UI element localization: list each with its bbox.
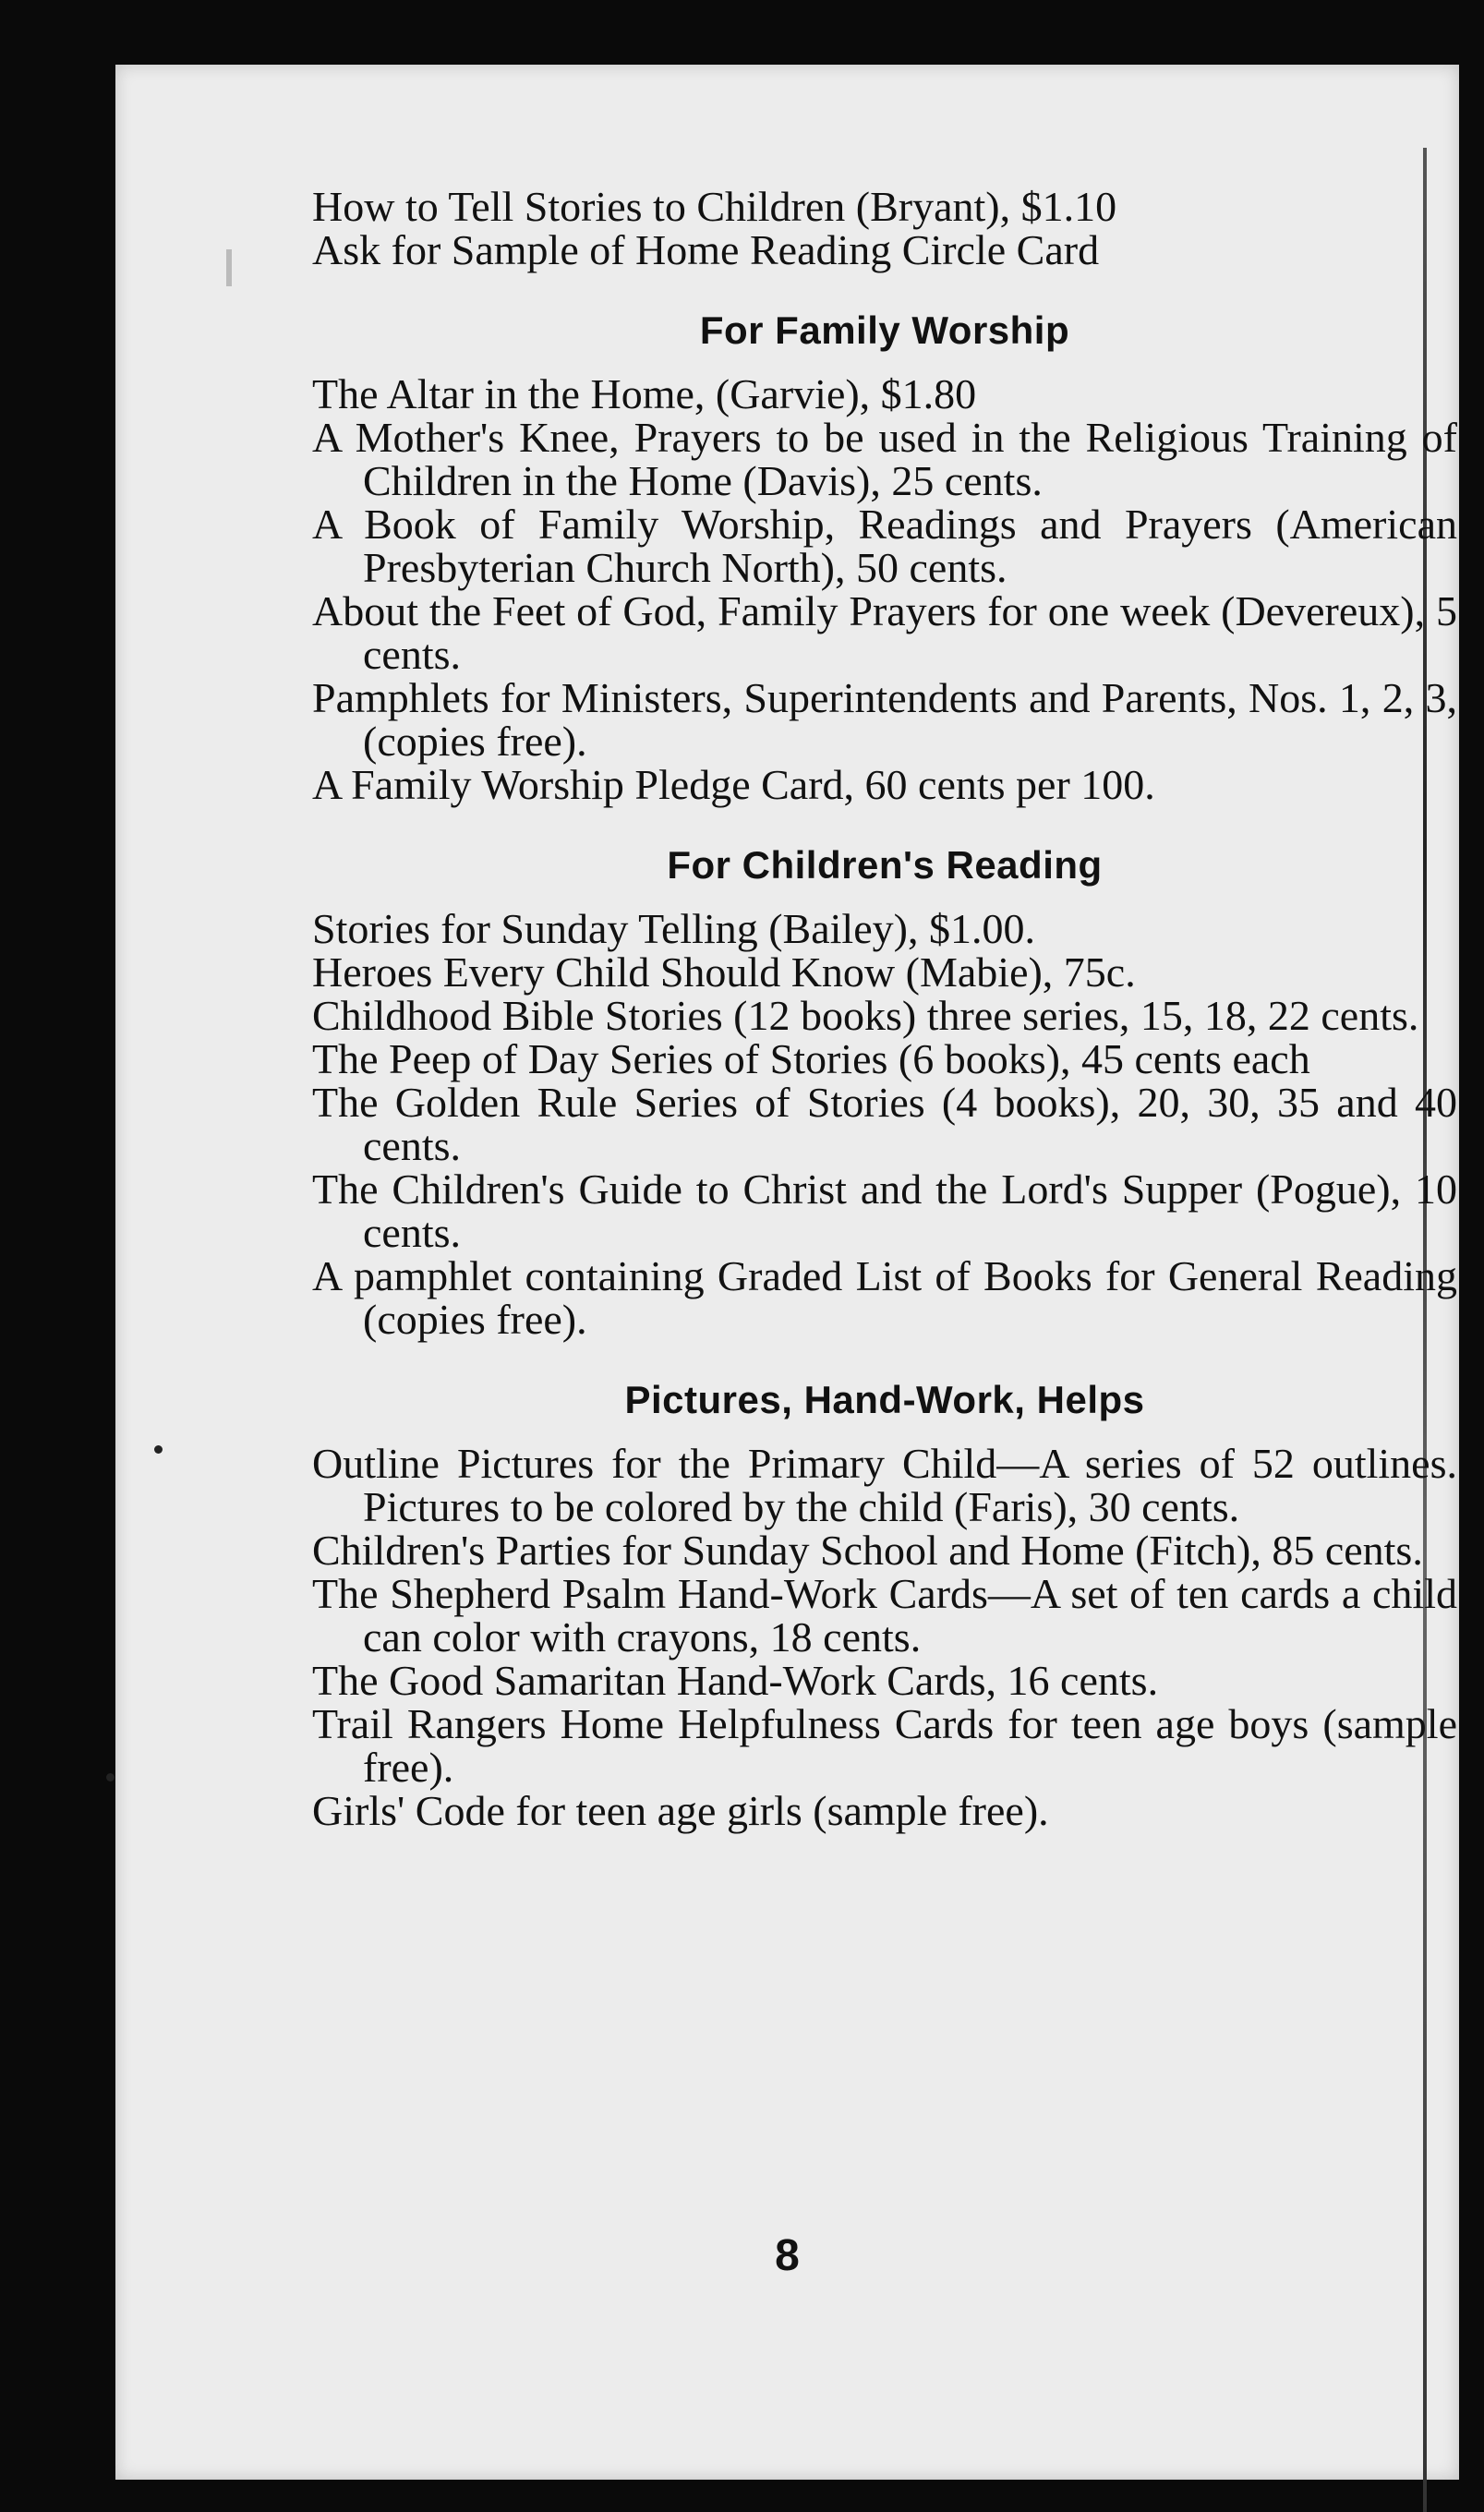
- list-item: The Shepherd Psalm Hand-Work Cards—A set of ten cards a child can color with crayons, 18 cents.: [312, 1570, 1457, 1661]
- list-item: Pamphlets for Ministers, Superintendents and Parents, Nos. 1, 2, 3, (copies free).: [312, 674, 1457, 765]
- list-item: Stories for Sunday Telling (Bailey), $1.00.: [312, 905, 1035, 952]
- list-item: The Peep of Day Series of Stories (6 books), 45 cents each: [312, 1035, 1310, 1082]
- list-item: About the Feet of God, Family Prayers for one week (Devereux), 5 cents.: [312, 587, 1457, 678]
- section-heading: Pictures, Hand-Work, Helps: [624, 1378, 1145, 1421]
- intro-line: Ask for Sample of Home Reading Circle Card: [312, 226, 1100, 273]
- stray-mark: [154, 1445, 163, 1454]
- list-item: A Mother's Knee, Prayers to be used in the Religious Training of Children in the Home (Davis), 25 cents.: [312, 414, 1457, 504]
- list-item: Children's Parties for Sunday School and Home (Fitch), 85 cents.: [312, 1527, 1423, 1574]
- intro-line: How to Tell Stories to Children (Bryant), $1.10: [312, 183, 1117, 230]
- page-edge-mark: [226, 249, 232, 286]
- list-item: Trail Rangers Home Helpfulness Cards for teen age boys (sample free).: [312, 1700, 1457, 1791]
- stray-mark: [106, 1773, 115, 1781]
- list-item: Outline Pictures for the Primary Child—A series of 52 outlines. Pictures to be colored by the child (Faris), 30 cents.: [312, 1440, 1457, 1530]
- list-item: The Golden Rule Series of Stories (4 books), 20, 30, 35 and 40 cents.: [312, 1079, 1457, 1169]
- list-item: A Book of Family Worship, Readings and Prayers (American Presbyterian Church North), 50 cents.: [312, 501, 1457, 591]
- page-number: 8: [775, 2231, 800, 2280]
- list-item: Girls' Code for teen age girls (sample free).: [312, 1787, 1049, 1834]
- list-item: A pamphlet containing Graded List of Books for General Reading (copies free).: [312, 1252, 1457, 1343]
- list-item: The Good Samaritan Hand-Work Cards, 16 cents.: [312, 1657, 1159, 1704]
- document-text: [312, 185, 1457, 1832]
- list-item: Heroes Every Child Should Know (Mabie), 75c.: [312, 948, 1136, 996]
- list-item: The Children's Guide to Christ and the Lord's Supper (Pogue), 10 cents.: [312, 1165, 1457, 1256]
- list-item: A Family Worship Pledge Card, 60 cents per 100.: [312, 761, 1155, 808]
- list-item: The Altar in the Home, (Garvie), $1.80: [312, 370, 977, 417]
- list-item: Childhood Bible Stories (12 books) three series, 15, 18, 22 cents.: [312, 992, 1419, 1039]
- section-heading: For Children's Reading: [667, 843, 1103, 887]
- section-heading: For Family Worship: [699, 308, 1070, 352]
- document-page: [115, 65, 1459, 2480]
